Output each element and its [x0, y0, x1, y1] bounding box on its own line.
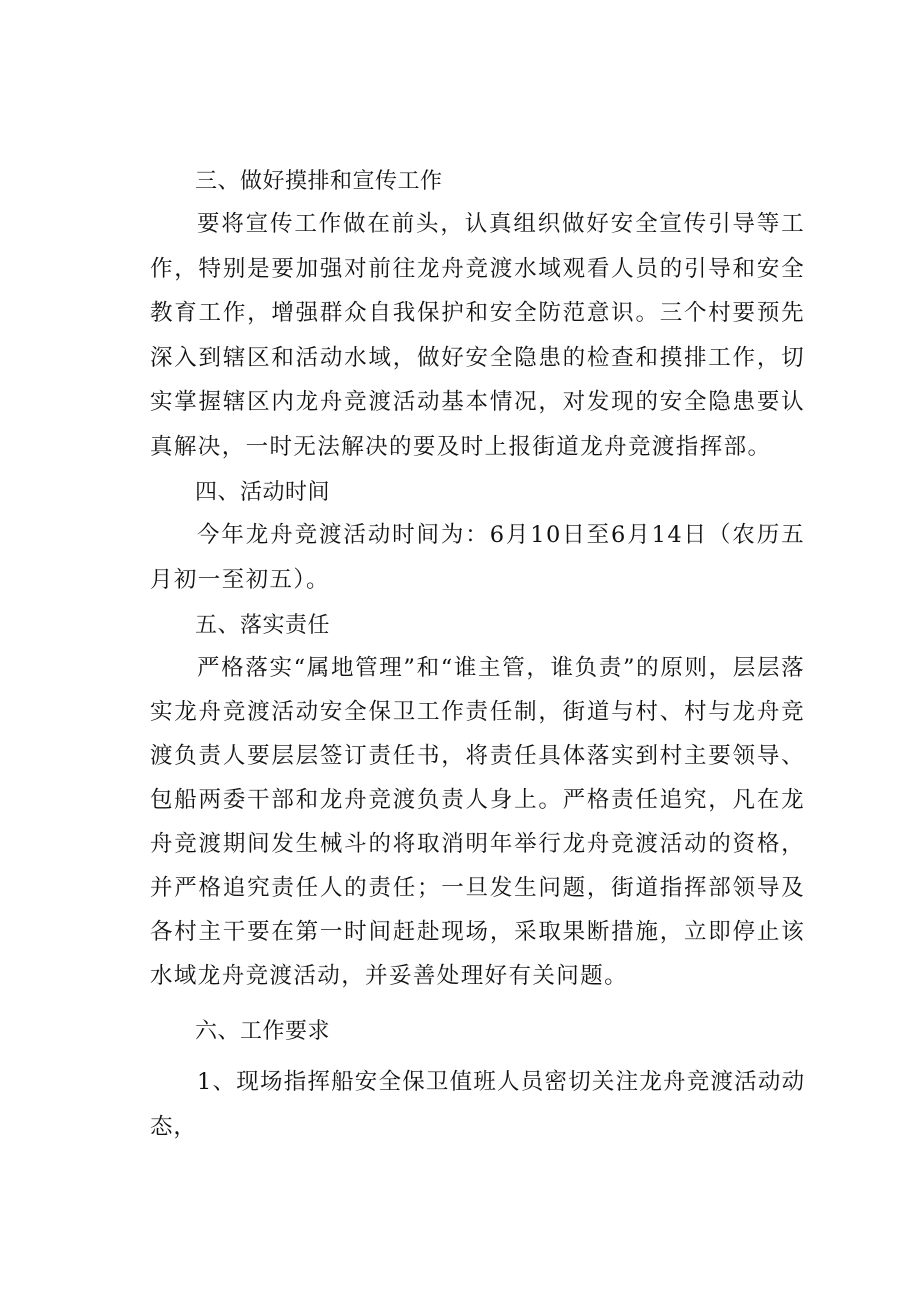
section-body-requirements: 1、现场指挥船安全保卫值班人员密切关注龙舟竞渡活动动态，	[150, 1069, 805, 1140]
section-body-responsibility: 严格落实“属地管理”和“谁主管，谁负责”的原则，层层落实龙舟竞渡活动安全保卫工作责任制，街道与村、村与龙舟竞渡负责人要层层签订责任书，将责任具体落实到村主要领导、包船两委干部和龙舟竞渡负责人身上。严格责任追究，凡在龙舟竞渡期间发生械斗的将取消明年举行龙舟竞渡活动的资格，并严格追究责任人的责任；一旦发生问题，街道指挥部领导及各村主干要在第一时间赶赴现场，采取果断措施，立即停止该水域龙舟竞渡活动，并妥善处理好有关问题。	[150, 655, 805, 989]
section-heading-publicity: 三、做好摸排和宣传工作	[195, 169, 443, 194]
section-body-schedule: 今年龙舟竞渡活动时间为：6月10日至6月14日（农历五月初一至初五）。	[150, 522, 805, 593]
section-heading-requirements: 六、工作要求	[195, 1019, 331, 1044]
section-body-publicity: 要将宣传工作做在前头，认真组织做好安全宣传引导等工作，特别是要加强对前往龙舟竞渡水域观看人员的引导和安全教育工作，增强群众自我保护和安全防范意识。三个村要预先深入到辖区和活动水域，做好安全隐患的检查和摸排工作，切实掌握辖区内龙舟竞渡活动基本情况，对发现的安全隐患要认真解决，一时无法解决的要及时上报街道龙舟竞渡指挥部。	[150, 211, 805, 460]
section-heading-schedule: 四、活动时间	[195, 480, 331, 505]
section-heading-responsibility: 五、落实责任	[195, 613, 331, 638]
document-body	[150, 162, 805, 1149]
